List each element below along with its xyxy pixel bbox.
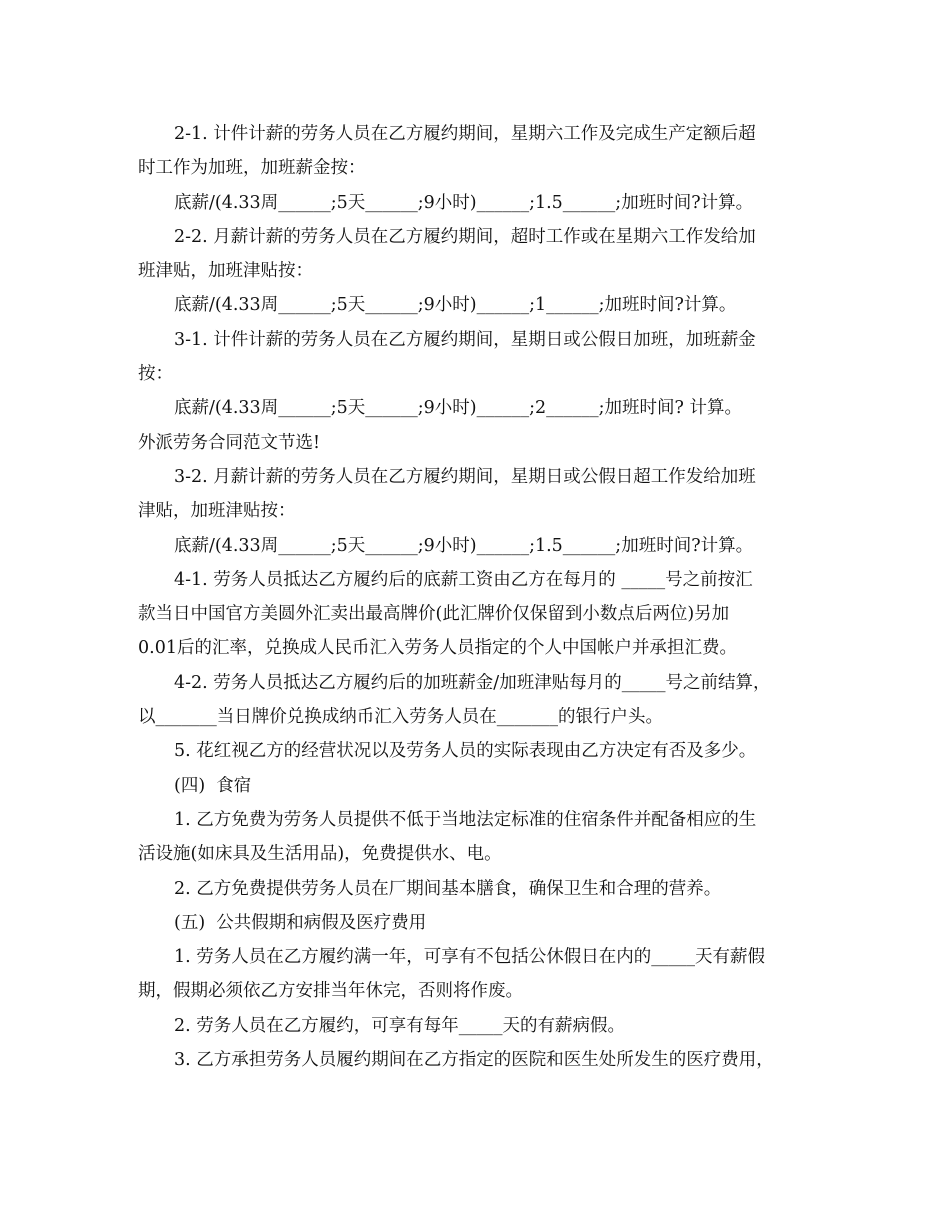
document-line: 5. 花红视乙方的经营状况以及劳务人员的实际表现由乙方决定有否及多少。 xyxy=(174,741,757,762)
document-line: 底薪/(4.33周______;5天______;9小时)______;1______;加班时间?计算。 xyxy=(174,295,737,316)
document-line: (五) 公共假期和病假及医疗费用 xyxy=(174,912,427,933)
document-line: 2. 劳务人员在乙方履约，可享有每年_____天的有薪病假。 xyxy=(174,1015,626,1036)
document-line: 期，假期必须依乙方安排当年休完，否则将作废。 xyxy=(138,981,523,1002)
document-line: 2-1. 计件计薪的劳务人员在乙方履约期间，星期六工作及完成生产定额后超 xyxy=(174,124,756,144)
document-line: 底薪/(4.33周______;5天______;9小时)______;1.5______;加班时间?计算。 xyxy=(174,192,754,213)
document-line: 底薪/(4.33周______;5天______;9小时)______;1.5______;加班时间?计算。 xyxy=(174,535,754,556)
document-line: 1. 乙方免费为劳务人员提供不低于当地法定标准的住宿条件并配备相应的生 xyxy=(174,809,757,830)
document-line: 活设施(如床具及生活用品)，免费提供水、电。 xyxy=(138,844,502,865)
document-line: 3. 乙方承担劳务人员履约期间在乙方指定的医院和医生处所发生的医疗费用， xyxy=(174,1050,774,1071)
document-line: 外派劳务合同范文节选! xyxy=(138,432,321,453)
document-line: 款当日中国官方美圆外汇卖出最高牌价(此汇牌价仅保留到小数点后两位)另加 xyxy=(138,604,730,625)
document-line: 以_______当日牌价兑换成纳币汇入劳务人员在_______的银行户头。 xyxy=(138,707,663,728)
document-body xyxy=(138,117,818,1077)
document-line: 时工作为加班，加班薪金按： xyxy=(138,158,366,179)
document-line: 3-2. 月薪计薪的劳务人员在乙方履约期间，星期日或公假日超工作发给加班 xyxy=(174,466,756,487)
document-line: 2. 乙方免费提供劳务人员在厂期间基本膳食，确保卫生和合理的营养。 xyxy=(174,878,722,899)
document-line: 3-1. 计件计薪的劳务人员在乙方履约期间，星期日或公假日加班，加班薪金 xyxy=(174,329,756,350)
document-line: (四) 食宿 xyxy=(174,775,252,796)
document-line: 班津贴，加班津贴按： xyxy=(138,261,313,282)
document-line: 底薪/(4.33周______;5天______;9小时)______;2______;加班时间? 计算。 xyxy=(174,398,742,419)
document-line: 津贴，加班津贴按： xyxy=(138,501,296,522)
document-line: 按： xyxy=(138,364,173,385)
document-line: 4-1. 劳务人员抵达乙方履约后的底薪工资由乙方在每月的 _____号之前按汇 xyxy=(174,569,753,590)
document-line: 1. 劳务人员在乙方履约满一年，可享有不包括公休假日在内的_____天有薪假 xyxy=(174,947,766,968)
document-line: 0.01后的汇率，兑换成人民币汇入劳务人员指定的个人中国帐户并承担汇费。 xyxy=(138,638,737,659)
document-line: 4-2. 劳务人员抵达乙方履约后的加班薪金/加班津贴每月的_____号之前结算， xyxy=(174,672,771,693)
document-line: 2-2. 月薪计薪的劳务人员在乙方履约期间，超时工作或在星期六工作发给加 xyxy=(174,226,756,247)
